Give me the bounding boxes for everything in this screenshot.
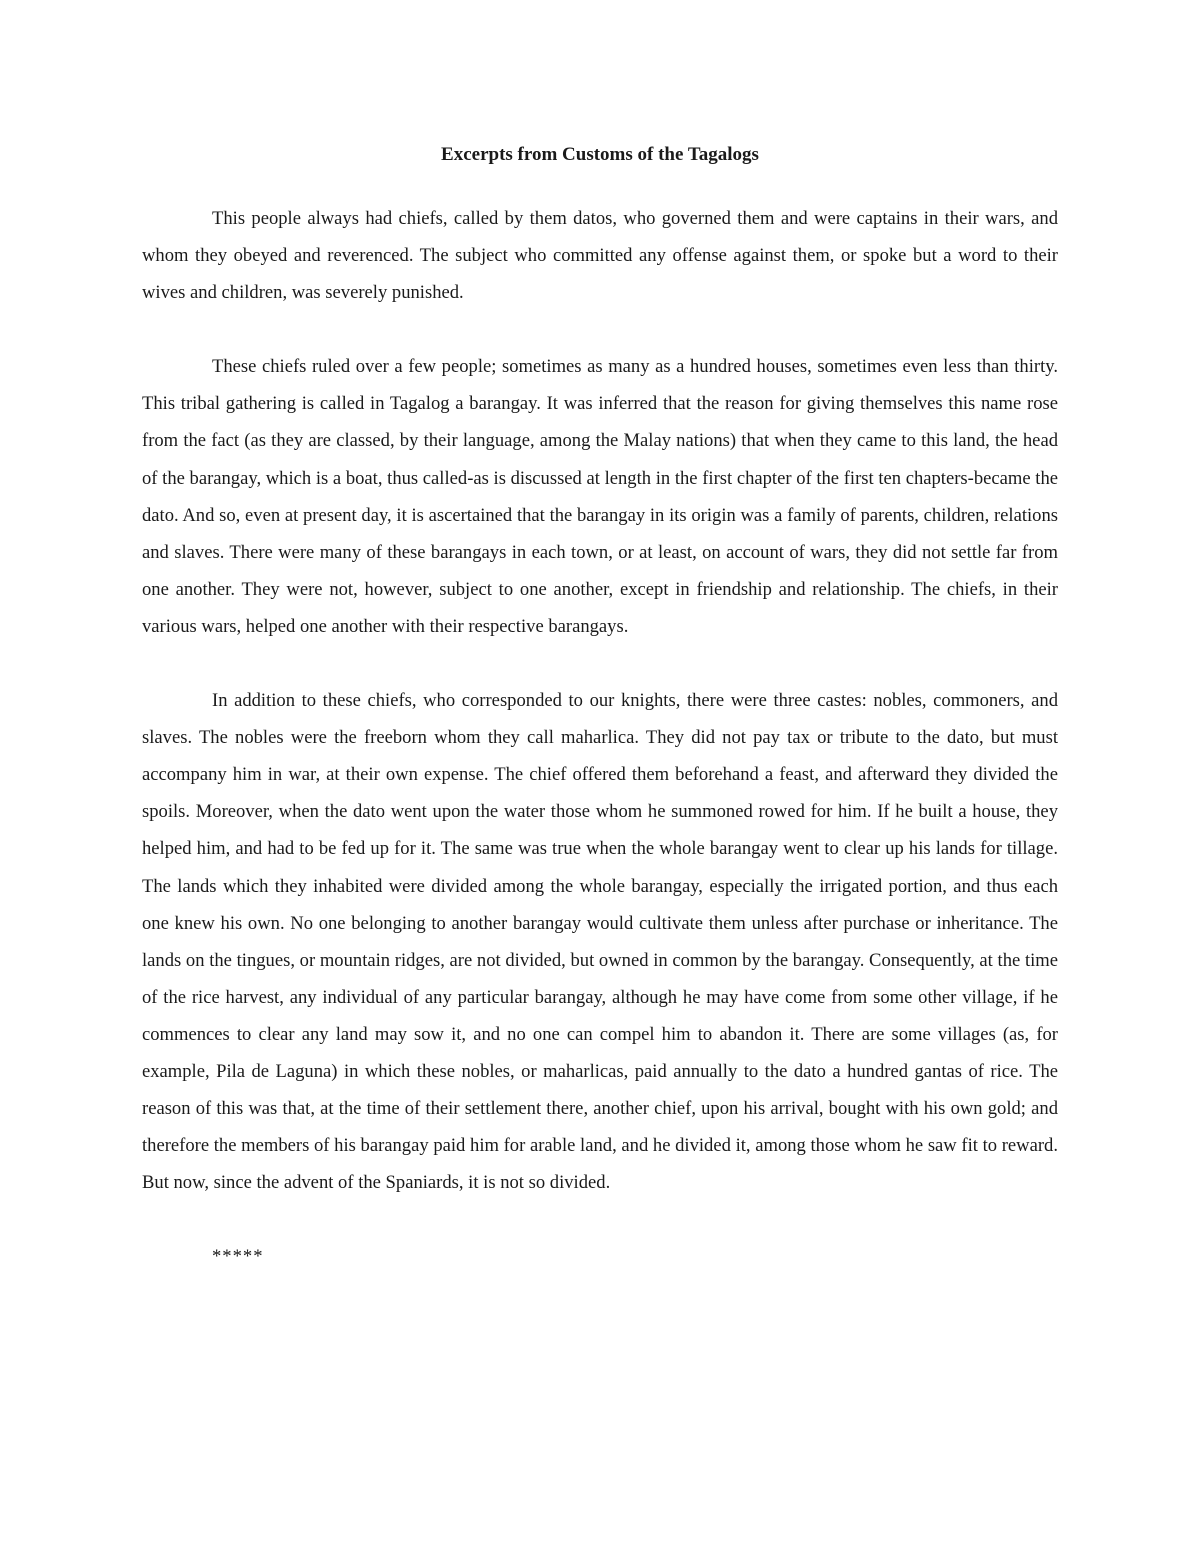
section-separator: *****: [212, 1246, 264, 1268]
paragraph-barangay: These chiefs ruled over a few people; sometimes as many as a hundred houses, sometimes even less than thirty. This tribal gathering is called in Tagalog a barangay. It was inferred that the reason for giving themselves this name rose from the fact (as they are classed, by their language, among the Malay nations) that when they came to this land, the head of the barangay, which is a boat, thus called-as is discussed at length in the first chapter of the first ten chapters-became the dato. And so, even at present day, it is ascertained that the barangay in its origin was a family of parents, children, relations and slaves. There were many of these barangays in each town, or at least, on account of wars, they did not settle far from one another. They were not, however, subject to one another, except in friendship and relationship. The chiefs, in their various wars, helped one another with their respective barangays.: [142, 356, 1058, 637]
paragraph-datos: This people always had chiefs, called by them datos, who governed them and were captains in their wars, and whom they obeyed and reverenced. The subject who committed any offense against them, or spoke but a word to their wives and children, was severely punished.: [142, 208, 1058, 304]
document-title: Excerpts from Customs of the Tagalogs: [441, 144, 759, 165]
paragraph-castes: In addition to these chiefs, who corresponded to our knights, there were three castes: nobles, commoners, and slaves. The nobles were the freeborn whom they call maharlica. They did not pay tax or tribute to the dato, but must accompany him in war, at their own expense. The chief offered them beforehand a feast, and afterward they divided the spoils. Moreover, when the dato went upon the water those whom he summoned rowed for him. If he built a house, they helped him, and had to be fed up for it. The same was true when the whole barangay went to clear up his lands for tillage. The lands which they inhabited were divided among the whole barangay, especially the irrigated portion, and thus each one knew his own. No one belonging to another barangay would cultivate them unless after purchase or inheritance. The lands on the tingues, or mountain ridges, are not divided, but owned in common by the barangay. Consequently, at the time of the rice harvest, any individual of any particular barangay, although he may have come from some other village, if he commences to clear any land may sow it, and no one can compel him to abandon it. There are some villages (as, for example, Pila de Laguna) in which these nobles, or maharlicas, paid annually to the dato a hundred gantas of rice. The reason of this was that, at the time of their settlement there, another chief, upon his arrival, bought with his own gold; and therefore the members of his barangay paid him for arable land, and he divided it, among those whom he saw fit to reward. But now, since the advent of the Spaniards, it is not so divided.: [142, 690, 1058, 1194]
document-page: [142, 140, 1058, 1275]
